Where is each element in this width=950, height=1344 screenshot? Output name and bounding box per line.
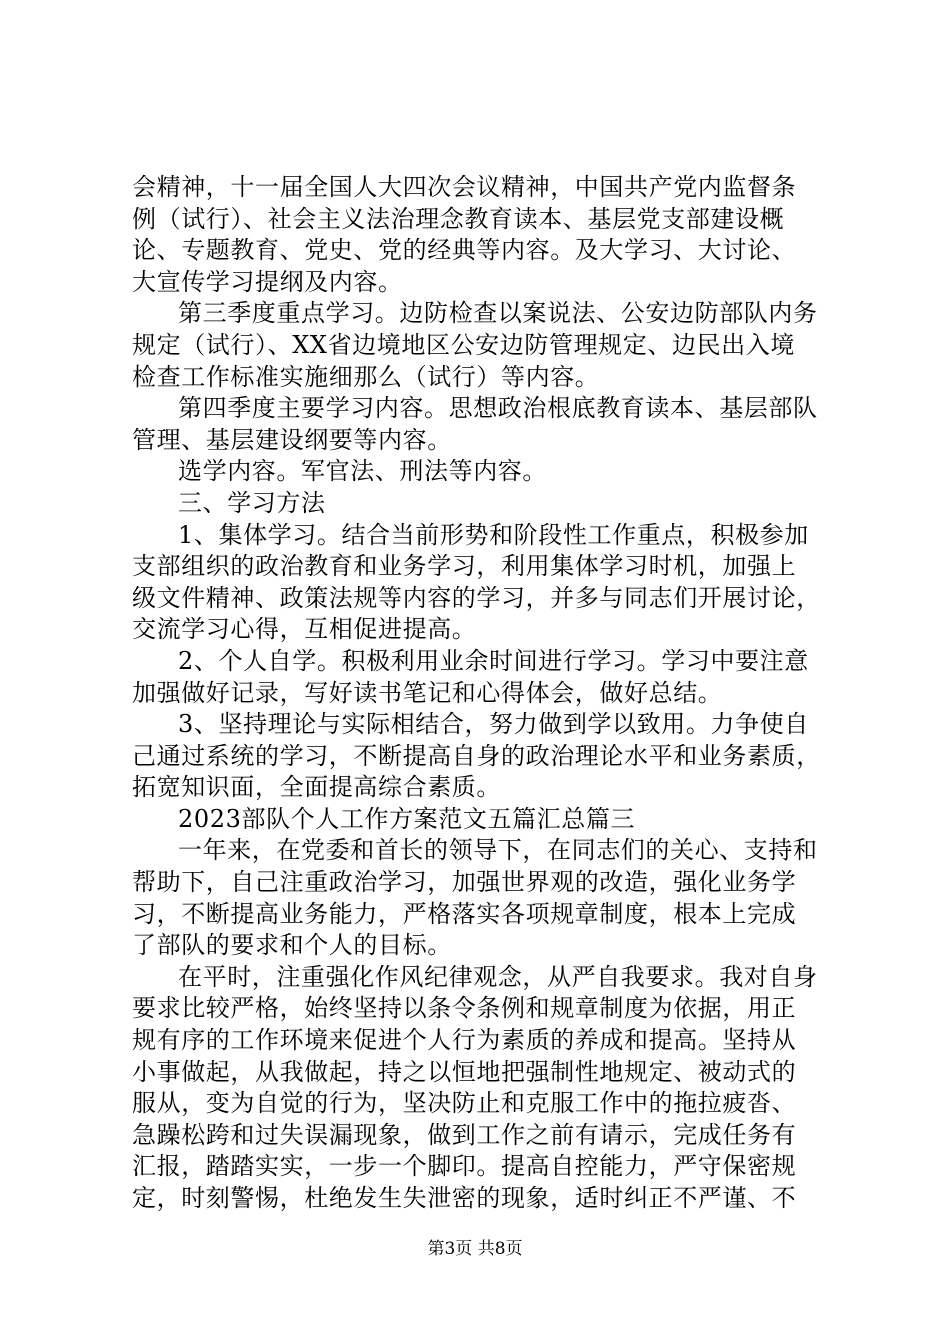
text-line: 论、专题教育、党史、党的经典等内容。及大学习、大讨论、 (132, 236, 797, 265)
text-line: 例（试行）、社会主义法治理念教育读本、基层党支部建设概 (132, 204, 785, 233)
text-line: 帮助下，自己注重政治学习，加强世界观的改造，强化业务学 (132, 868, 797, 897)
paragraph-start-line: 在平时，注重强化作风纪律观念，从严自我要求。我对自身 (178, 962, 818, 991)
text-line: 要求比较严格，始终坚持以条令条例和规章制度为依据，用正 (132, 994, 797, 1023)
page-number: 第3页 共8页 (427, 1239, 523, 1259)
text-line: 急躁松跨和过失误漏现象，做到工作之前有请示，完成任务有 (132, 1120, 797, 1149)
text-line: 汇报，踏踏实实，一步一个脚印。提高自控能力，严守保密规 (132, 1152, 797, 1181)
text-line: 小事做起，从我做起，持之以恒地把强制性地规定、被动式的 (132, 1057, 797, 1086)
document-body (132, 172, 832, 1215)
page-footer (0, 1238, 950, 1260)
text-line: 拓宽知识面，全面提高综合素质。 (132, 773, 501, 802)
paragraph-start-line: 选学内容。军官法、刑法等内容。 (178, 457, 547, 486)
text-line: 大宣传学习提纲及内容。 (132, 267, 403, 296)
text-line: 服从，变为自觉的行为，坚决防止和克服工作中的拖拉疲沓、 (132, 1089, 797, 1118)
text-line: 会精神，十一届全国人大四次会议精神，中国共产党内监督条 (132, 173, 797, 201)
text-line: 定，时刻警惕，杜绝发生失泄密的现象，适时纠正不严谨、不 (132, 1184, 797, 1212)
text-line: 规定（试行）、XX省边境地区公安边防管理规定、边民出入境 (132, 330, 795, 359)
text-line: 检查工作标准实施细那么（试行）等内容。 (132, 362, 600, 391)
paragraph-start-line: 2、个人自学。积极利用业余时间进行学习。学习中要注意 (178, 646, 809, 675)
text-line: 交流学习心得，互相促进提高。 (132, 615, 477, 644)
text-line: 了部队的要求和个人的目标。 (132, 931, 452, 960)
paragraph-start-line: 1、集体学习。结合当前形势和阶段性工作重点，积极参加 (178, 520, 809, 549)
paragraph-start-line: 3、坚持理论与实际相结合，努力做到学以致用。力争使自 (178, 710, 809, 739)
text-line: 规有序的工作环境来促进个人行为素质的养成和提高。坚持从 (132, 1026, 797, 1055)
paragraph-start-line: 一年来，在党委和首长的领导下，在同志们的关心、支持和 (178, 836, 818, 865)
text-line: 级文件精神、政策法规等内容的学习，并多与同志们开展讨论， (132, 583, 821, 612)
section-heading: 三、学习方法 (178, 488, 326, 517)
text-line: 己通过系统的学习，不断提高自身的政治理论水平和业务素质， (132, 741, 821, 770)
text-line: 管理、基层建设纲要等内容。 (132, 425, 452, 454)
text-line: 加强做好记录，写好读书笔记和心得体会，做好总结。 (132, 678, 723, 707)
article-title: 2023部队个人工作方案范文五篇汇总篇三 (178, 804, 636, 833)
text-line: 习，不断提高业务能力，严格落实各项规章制度，根本上完成 (132, 899, 797, 928)
paragraph-start-line: 第四季度主要学习内容。思想政治根底教育读本、基层部队 (178, 394, 818, 423)
text-line: 支部组织的政治教育和业务学习，利用集体学习时机，加强上 (132, 552, 797, 581)
paragraph-start-line: 第三季度重点学习。边防检查以案说法、公安边防部队内务 (178, 299, 818, 328)
